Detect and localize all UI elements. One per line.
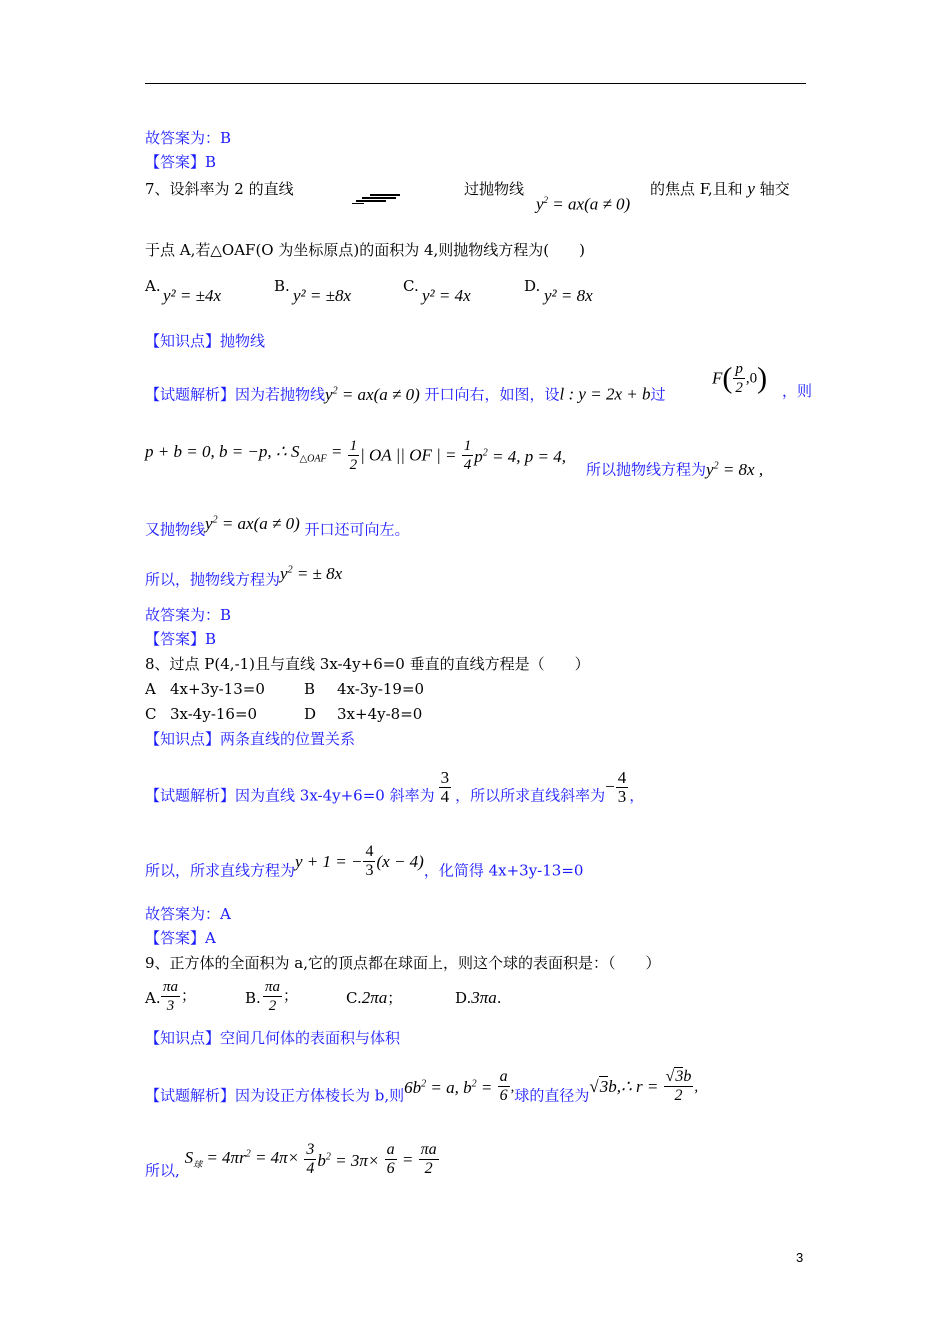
q9-option-a-math: $\frac{\pi a}{3}$ ； (163, 979, 197, 1014)
q8-analysis-c: ， (629, 786, 645, 805)
q7-stem-line1c (650, 179, 790, 199)
q9-analysis-line1 (145, 1068, 699, 1115)
q9-option-b-math: $\frac{\pi a}{2}$ ； (265, 979, 299, 1014)
q7-parabola-eq: $y^2 = ax(a \ne 0)$ (536, 194, 631, 214)
q6-answer: 【答案】B (145, 153, 217, 171)
q7-option-c (403, 276, 419, 296)
q9-line2-text: 所以, (145, 1161, 180, 1180)
q9-option-c: C.2πa； (346, 988, 403, 1007)
q9-eq2: √3b,∴ r = $\frac{√3b}{2}$ , (589, 1068, 699, 1104)
q7-option-c-math: y² = 4x (422, 286, 471, 305)
q9-analysis-b: 球的直径为 (514, 1086, 590, 1105)
q9-analysis-a: 【试题解析】因为设正方体棱长为 b,则 (145, 1086, 405, 1105)
q7-answer: 【答案】B (145, 630, 217, 648)
q7-analysis-line2-tail: 所以抛物线方程为$y^2 = 8x$ , (586, 459, 764, 479)
q8-option-c-text: 3x-4y-16=0 (170, 705, 258, 723)
q8-line2-b: ，化简得 4x+3y-13=0 (423, 861, 584, 880)
q9-option-a: A. (145, 989, 161, 1007)
q8-option-a: A (145, 680, 156, 698)
q7-option-d-label: D. (524, 277, 541, 295)
q7-analysis-line3: 又抛物线$y^2 = ax(a \ne 0)$ 开口还可向左。 (145, 513, 410, 539)
line-figure-icon (352, 193, 404, 205)
q8-slope-34: $\frac{3}{4}$ (440, 768, 450, 806)
q9-option-d: D.3πa. (455, 988, 502, 1007)
q8-answer: 【答案】A (145, 929, 216, 947)
q8-analysis-line2 (145, 843, 584, 890)
q8-analysis-a: 【试题解析】因为直线 3x-4y+6=0 斜率为 (145, 786, 435, 805)
q7-option-a (145, 276, 161, 296)
q7-stem-line1 (145, 179, 294, 199)
q8-stem: 8、过点 P(4,-1)且与直线 3x-4y+6=0 垂直的直线方程是（ ） (145, 655, 590, 673)
q7-analysis-label: 【试题解析】 (145, 385, 236, 404)
q9-knowledge: 【知识点】空间几何体的表面积与体积 (145, 1029, 401, 1047)
header-rule (145, 83, 806, 84)
q7-line3-b: 开口还可向左。 (304, 520, 410, 539)
q7-analysis-line4: 所以，抛物线方程为$y^2$ = ± 8x (145, 563, 343, 589)
q7-stem-d: 轴交 (759, 180, 790, 198)
q8-option-b-text: 4x-3y-19=0 (337, 680, 425, 698)
q9-stem: 9、正方体的全面积为 a,它的顶点都在球面上，则这个球的表面积是：（ ） (145, 954, 661, 972)
q8-option-d: D (304, 705, 317, 723)
q7-stem-a: 7、设斜率为 2 的直线 (145, 180, 294, 198)
q7-stem-line2: 于点 A,若△OAF(O 为坐标原点)的面积为 4,则抛物线方程为( ) (145, 241, 585, 259)
q8-knowledge: 【知识点】两条直线的位置关系 (145, 730, 356, 748)
q7-option-a-label: A. (145, 277, 161, 295)
q7-so-answer: 故答案为：B (145, 606, 232, 624)
q7-line4-text: 所以，抛物线方程为 (145, 570, 281, 589)
q7-line-def: l : y = 2x + b (559, 384, 651, 404)
q7-analysis-line1 (145, 381, 665, 405)
q7-stem-line1b (464, 179, 524, 199)
q9-eq1: $6b^2 = a$, $b^2$ = $\frac{a}{6}$ , (404, 1068, 515, 1104)
q7-analysis-b: 开口向右，如图，设 (424, 385, 560, 404)
q7-line2-tail-text: 所以抛物线方程为 (586, 460, 707, 479)
q7-knowledge: 【知识点】抛物线 (145, 332, 266, 350)
q8-slope-neg43: $\frac{4}{3}$ (617, 768, 627, 806)
q7-option-d (524, 276, 540, 296)
q7-option-b (274, 276, 290, 296)
q9-analysis-line2 (145, 1141, 440, 1190)
q8-analysis-line1: 【试题解析】因为直线 3x-4y+6=0 斜率为 $\frac{3}{4}$ ，所以所求直线斜率为− $\frac{4}{3}$ ， (145, 768, 645, 806)
q7-option-a-math: y² = ±4x (163, 286, 221, 305)
q7-focus-point: F( $\frac{p}{2}$ ,0) (712, 361, 768, 396)
q8-line2-a: 所以，所求直线方程为 (145, 861, 296, 880)
q7-option-b-math: y² = ±8x (293, 286, 351, 305)
q8-option-d-text: 3x+4y-8=0 (337, 705, 423, 723)
q8-option-a-text: 4x+3y-13=0 (170, 680, 265, 698)
q6-so-answer: 故答案为：B (145, 129, 232, 147)
q7-line3-a: 又抛物线 (145, 520, 206, 539)
q7-analysis-line2: p + b = 0, b = −p, ∴ $S_{\triangle OAF}$ = $\frac{1}{2}$ | OA || OF | = $\frac{1}{4}$ $p^2 = 4$, p = 4, (145, 438, 566, 473)
q7-stem-c: 的焦点 F,且和 (650, 180, 743, 198)
q7-analysis-d: ，则 (782, 382, 813, 400)
q7-analysis-a: 因为若抛物线 (235, 385, 326, 404)
q8-option-b: B (304, 680, 316, 698)
q7-analysis-c: 过 (650, 385, 666, 404)
q8-so-answer: 故答案为：A (145, 905, 231, 923)
q7-y-axis: y (747, 179, 755, 198)
q8-analysis-b: ，所以所求直线斜率为 (455, 786, 606, 805)
q9-option-b: B. (245, 989, 261, 1007)
q7-option-c-label: C. (403, 277, 419, 295)
q8-option-c: C (145, 705, 157, 723)
q7-stem-b: 过抛物线 (464, 180, 525, 198)
page-number: 3 (796, 1250, 804, 1265)
q7-analysis-eq1: $y^2 = ax(a \ne 0)$ (325, 384, 420, 404)
q7-option-b-label: B. (274, 277, 290, 295)
q7-option-d-math: y² = 8x (544, 286, 593, 305)
q9-eq3: $S_球 = 4\pi r^2 = 4\pi\times$ $\frac{3}{4}$ $b^2 = 3\pi\times$ $\frac{a}{6}$ = $\frac{\pi a}{2}$ (184, 1141, 437, 1177)
q8-line-eq: y + 1 = − $\frac{4}{3}$ (x − 4) (295, 843, 424, 879)
